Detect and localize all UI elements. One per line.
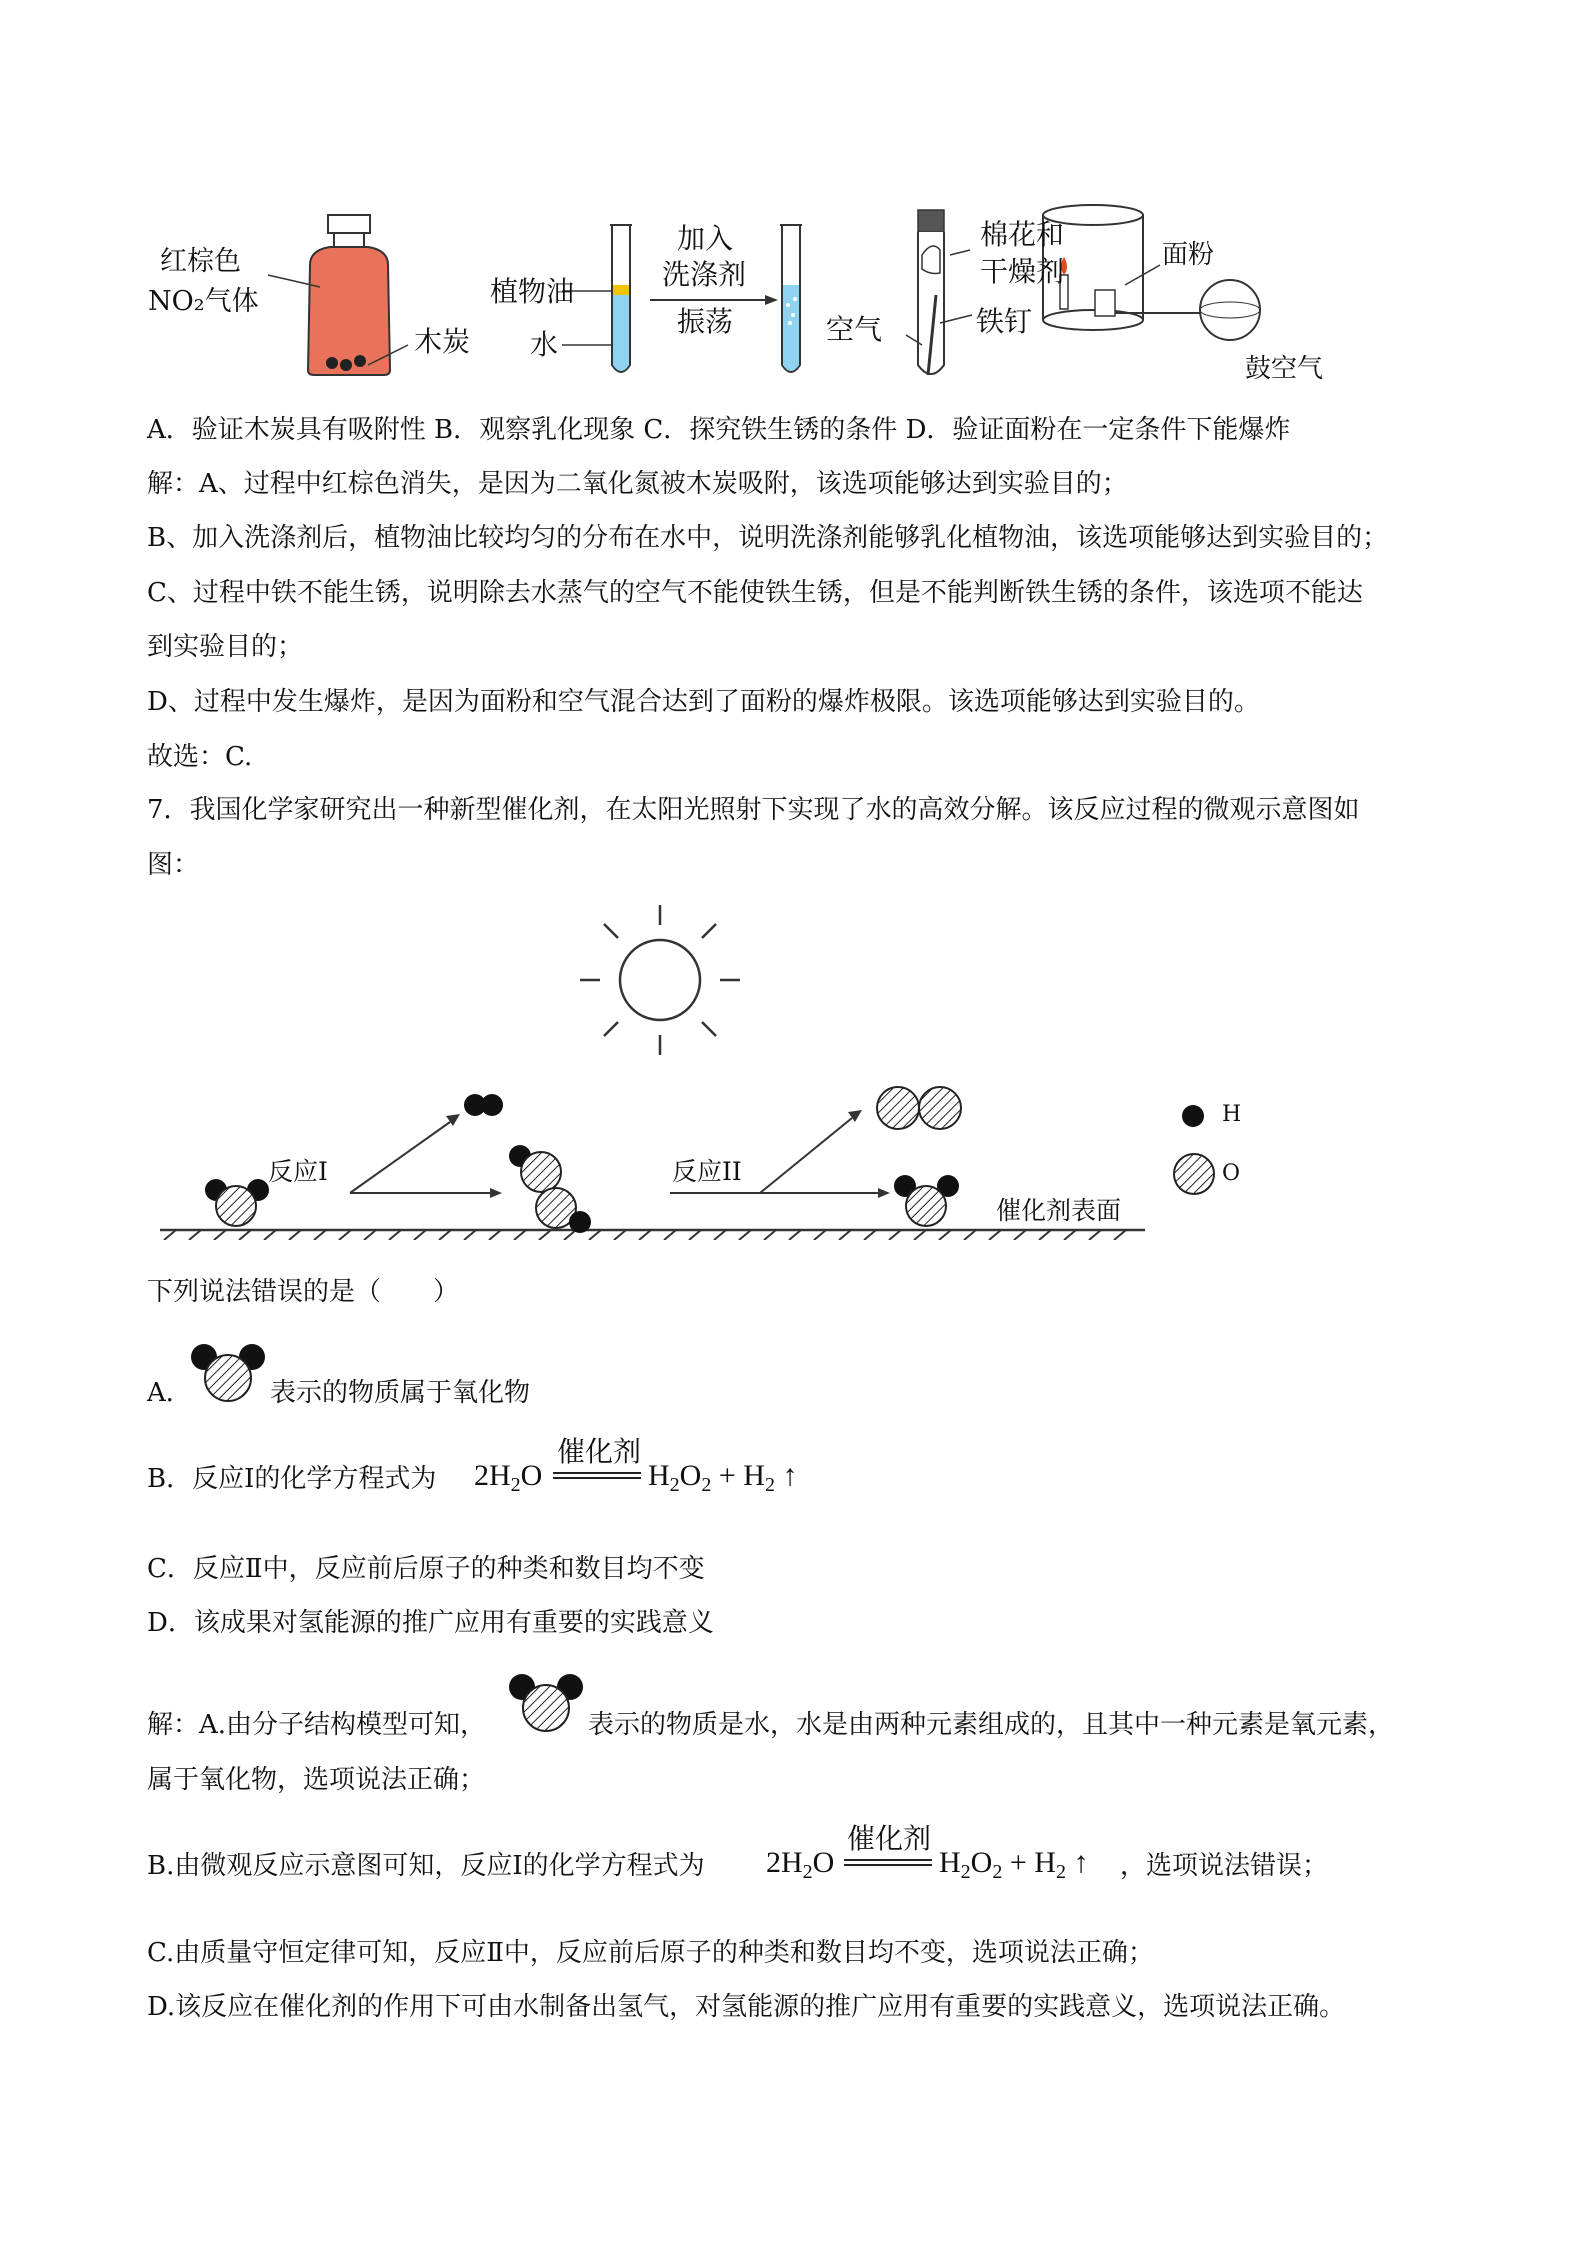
q7-solution-a-suffix: 表示的物质是水，水是由两种元素组成的，且其中一种元素是氧元素， <box>588 1710 1395 1740</box>
legend-o-symbol <box>1174 1154 1214 1194</box>
air-label: 空气 <box>826 313 883 346</box>
q7-solution-c: C.由质量守恒定律可知，反应Ⅱ中，反应前后原子的种类和数目均不变，选项说法正确； <box>147 1938 1154 1968</box>
option-b-prefix: B．反应Ⅰ的化学方程式为 <box>147 1464 437 1494</box>
red-brown-gas-bottle <box>308 247 390 375</box>
q6-answer: 故选：C. <box>147 742 253 772</box>
cotton-label: 棉花和 <box>980 218 1065 251</box>
bottle-experiment <box>268 215 408 375</box>
reaction-2-label: 反应II <box>672 1157 742 1186</box>
legend-h-label: H <box>1222 1102 1242 1127</box>
solution-equation-double-line <box>844 1859 932 1866</box>
rust-experiment <box>906 210 972 375</box>
water-molecule <box>205 1179 269 1226</box>
catalyst-surface <box>160 1230 1145 1240</box>
reaction-1-label: 反应I <box>268 1157 328 1186</box>
q7-solution-a-line2: 属于氧化物，选项说法正确； <box>147 1765 486 1795</box>
arrow-label-add: 加入 <box>677 222 734 255</box>
q7-solution-a-prefix: 解：A.由分子结构模型可知， <box>147 1710 487 1740</box>
bottle-label-color: 红棕色 <box>160 246 241 277</box>
equation-catalyst: 催化剂 <box>557 1435 642 1468</box>
hydrogen-peroxide-molecule <box>509 1145 591 1233</box>
q7-solution-b-suffix: ，选项说法错误； <box>1120 1851 1329 1881</box>
q6-solution-a: 解：A、过程中红棕色消失，是因为二氧化氮被木炭吸附，该选项能够达到实验目的； <box>147 469 1128 499</box>
flour-label: 面粉 <box>1162 240 1215 270</box>
q6-options: A．验证木炭具有吸附性 B．观察乳化现象 C．探究铁生锈的条件 D．验证面粉在一定条件下能爆炸 <box>147 415 1291 445</box>
q7-solution-d: D.该反应在催化剂的作用下可由水制备出氢气，对氢能源的推广应用有重要的实践意义，选项说法正确。 <box>147 1992 1346 2022</box>
equation-double-line <box>553 1472 641 1479</box>
arrow-label-shake: 振荡 <box>677 305 734 338</box>
water-molecule-icon <box>188 1340 268 1408</box>
q6-solution-d: D、过程中发生爆炸，是因为面粉和空气混合达到了面粉的爆炸极限。该选项能够达到实验目的。 <box>147 687 1260 717</box>
water-label: 水 <box>530 328 559 361</box>
equation-reactant: $2H_2O$ <box>474 1459 543 1496</box>
option-d: D．该成果对氢能源的推广应用有重要的实践意义 <box>147 1608 714 1638</box>
option-c: C．反应Ⅱ中，反应前后原子的种类和数目均不变 <box>147 1554 705 1584</box>
charcoal-label: 木炭 <box>414 325 471 358</box>
arrow-label-detergent: 洗涤剂 <box>662 258 747 291</box>
solution-equation-catalyst: 催化剂 <box>847 1822 932 1855</box>
experiments-figure <box>150 195 1350 395</box>
reaction-diagram <box>150 900 1280 1240</box>
bottle-label-gas: NO₂气体 <box>148 286 259 317</box>
legend <box>1174 1105 1214 1194</box>
flour-explosion-experiment <box>1043 205 1260 340</box>
q6-solution-b: B、加入洗涤剂后，植物油比较均匀的分布在水中，说明洗涤剂能够乳化植物油，该选项能够达到实验目的； <box>147 523 1389 553</box>
legend-o-label: O <box>1222 1161 1241 1186</box>
oil-label: 植物油 <box>490 275 575 308</box>
option-a-text: 表示的物质属于氧化物 <box>270 1378 531 1408</box>
equation-products: $H_2O_2 + H_2$ ↑ <box>648 1459 798 1496</box>
solution-equation-reactant: $2H_2O$ <box>766 1846 835 1883</box>
q7-stem-line1: 7．我国化学家研究出一种新型催化剂，在太阳光照射下实现了水的高效分解。该反应过程的微观示意图如 <box>147 795 1360 825</box>
blow-air-label: 鼓空气 <box>1245 354 1324 384</box>
option-a-prefix: A． <box>147 1378 192 1408</box>
q6-solution-c-line1: C、过程中铁不能生锈，说明除去水蒸气的空气不能使铁生锈，但是不能判断铁生锈的条件，该选项不能达 <box>147 578 1363 608</box>
solution-equation-products: $H_2O_2 + H_2$ ↑ <box>939 1846 1089 1883</box>
q6-solution-c-line2: 到实验目的； <box>147 632 304 662</box>
oxygen-molecule <box>877 1087 961 1129</box>
desiccant-label: 干燥剂 <box>980 255 1065 288</box>
water-molecule-product <box>894 1175 959 1226</box>
q7-question: 下列说法错误的是（ ） <box>147 1277 460 1307</box>
catalyst-surface-label: 催化剂表面 <box>996 1196 1122 1225</box>
q7-stem-line2: 图： <box>147 850 200 880</box>
sun-icon <box>580 905 740 1055</box>
q7-solution-b-prefix: B.由微观反应示意图可知，反应Ⅰ的化学方程式为 <box>147 1851 705 1881</box>
legend-h-symbol <box>1182 1105 1204 1127</box>
hydrogen-molecule <box>464 1094 503 1116</box>
water-molecule-icon-solution <box>506 1670 586 1738</box>
iron-nail-label: 铁钉 <box>976 305 1033 338</box>
